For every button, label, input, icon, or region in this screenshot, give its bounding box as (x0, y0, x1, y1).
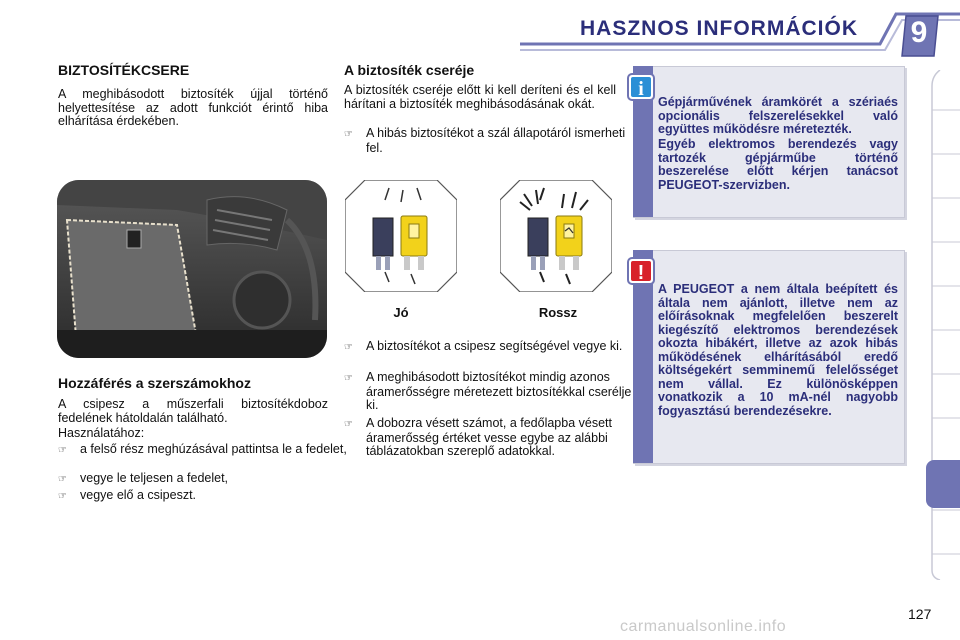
blown-fuse-illustration (500, 180, 612, 292)
warning-icon (626, 256, 656, 286)
pointing-hand-icon: ☞ (344, 419, 353, 430)
pointing-hand-icon: ☞ (344, 129, 353, 140)
list-item: ☞ A hibás biztosítékot a szál állapotáról ismerheti fel. (344, 126, 626, 155)
section-heading-tool-access: Hozzáférés a szerszámokhoz (58, 375, 251, 391)
chapter-number: 9 (910, 16, 928, 49)
page-section-title: HASZNOS INFORMÁCIÓK (580, 17, 858, 40)
pointing-hand-icon: ☞ (58, 491, 67, 502)
pointing-hand-icon: ☞ (58, 474, 67, 485)
svg-text:!: ! (637, 262, 645, 284)
pointing-hand-icon: ☞ (344, 373, 353, 384)
list-item: ☞ A biztosítékot a csipesz segítségével vegye ki. (344, 339, 623, 353)
info-icon (626, 72, 656, 102)
tool-access-paragraph: A csipesz a műszerfali biztosítékdoboz fedelének hátoldalán található. (58, 397, 328, 425)
watermark-text: carmanualsonline.info (620, 618, 787, 635)
page-number: 127 (908, 606, 932, 622)
pointing-hand-icon: ☞ (58, 445, 67, 456)
list-item: ☞ vegye elő a csipeszt. (58, 488, 197, 502)
usage-label: Használatához: (58, 426, 145, 440)
caption-good: Jó (393, 305, 409, 320)
svg-text:i: i (638, 78, 644, 100)
info-text-1: Gépjárművének áramkörét a szériaés opcionális felszerelésekkel való együttes működésre méretezték. (658, 95, 898, 136)
list-item: ☞ A dobozra vésett számot, a fedőlapba vésett áramerősség értéket vesse egybe az alábbi táblázatokban szereplő adatokkal. (344, 416, 612, 458)
caption-bad: Rossz (538, 305, 578, 320)
dashboard-fusebox-photo (57, 180, 327, 358)
list-item: ☞ vegye le teljesen a fedelet, (58, 471, 229, 485)
warning-text: A PEUGEOT a nem általa beépített és általa nem ajánlott, illetve nem az előírásoknak megfelelően beszerelt kiegészítő elektromos berendezések okozta hibákért, illetve az azok hibás működésének elhárításából eredő költségekért semminemű felelősséget nem vállal. Ez különösképpen vonatkozik a 10 mA-nél nagyobb fogyasztású berendezésekre. (658, 282, 898, 418)
pointing-hand-icon: ☞ (344, 342, 353, 353)
list-item: ☞ A meghibásodott biztosítékot mindig azonos áramerősségre méretezett biztosítékkal cserélje ki. (344, 370, 632, 412)
active-chapter-tab[interactable] (926, 460, 960, 508)
good-fuse-illustration (345, 180, 457, 292)
intro-paragraph: A meghibásodott biztosíték újjal történő helyettesítése az adott funkciót érintő hiba elhárítása érdekében. (58, 87, 328, 128)
list-item: ☞ a felső rész meghúzásával pattintsa le a fedelet, (58, 442, 347, 456)
section-heading-fuse-replacement: BIZTOSÍTÉKCSERE (58, 62, 190, 78)
fuse-change-intro: A biztosíték cseréje előtt ki kell deríteni és el kell hárítani a biztosíték meghibásodásának okát. (344, 83, 616, 111)
info-text-2: Egyéb elektromos berendezés vagy tartozék gépjárműbe történő beszerelése előtt kérjen tanácsot PEUGEOT-szervizben. (658, 137, 898, 192)
section-heading-fuse-change: A biztosíték cseréje (344, 62, 475, 78)
